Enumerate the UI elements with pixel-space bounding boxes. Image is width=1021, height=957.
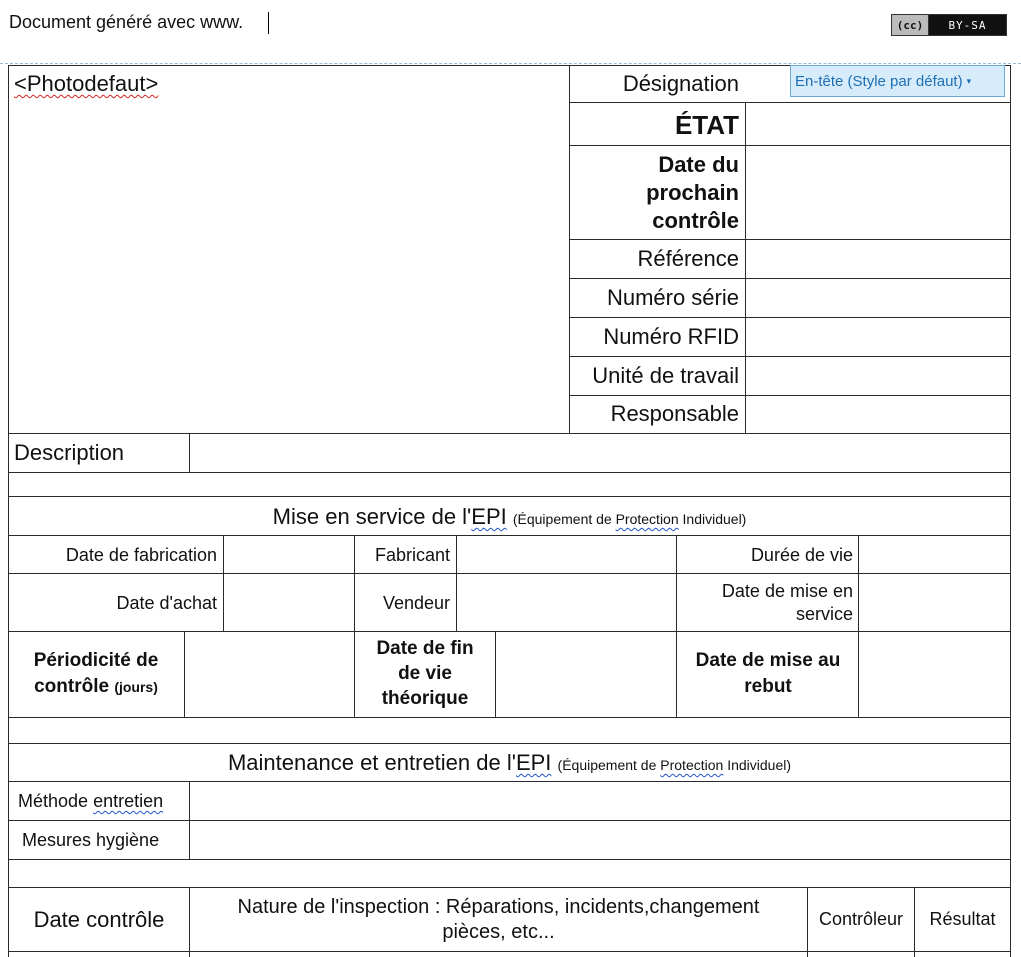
- label-date-fin-vie-1: Date de fin: [376, 638, 474, 659]
- col-header-nature-2: pièces, etc...: [442, 921, 555, 943]
- license-badge: [891, 14, 1007, 36]
- label-date-fin-vie-3: théorique: [381, 688, 469, 709]
- label-mesures-hygiene: Mesures hygiène: [22, 830, 160, 850]
- label-numero-serie: Numéro série: [606, 285, 739, 310]
- title-maintenance-prefix: Maintenance et entretien de l': [227, 750, 516, 775]
- label-duree-vie: Durée de vie: [750, 545, 853, 565]
- col-header-controleur: Contrôleur: [818, 909, 904, 929]
- col-header-resultat: Résultat: [929, 909, 996, 929]
- label-date-achat: Date d'achat: [116, 593, 217, 613]
- title-mise-en-service-epi: EPI: [471, 504, 507, 529]
- label-date-fabrication: Date de fabrication: [65, 545, 217, 565]
- label-reference: Référence: [637, 246, 739, 271]
- label-date-mise-service-2: service: [795, 604, 853, 624]
- header-boundary: [0, 63, 1021, 64]
- label-date-prochain-controle-3: contrôle: [652, 208, 739, 233]
- text-cursor: [268, 12, 269, 34]
- label-date-rebut-1: Date de mise au: [695, 650, 841, 671]
- label-date-mise-service-1: Date de mise en: [721, 581, 853, 601]
- label-date-fin-vie-2: de vie: [398, 663, 452, 684]
- label-periodicite-1: Périodicité de: [33, 650, 159, 671]
- col-header-nature-1: Nature de l'inspection : Réparations, incidents,changement: [237, 896, 760, 918]
- note-maintenance: (Équipement de Protection Individuel): [557, 757, 792, 773]
- photo-placeholder[interactable]: <Photodefaut>: [14, 71, 159, 96]
- label-date-rebut-2: rebut: [744, 676, 792, 697]
- label-description: Description: [14, 440, 125, 465]
- chevron-down-icon: ▾: [966, 75, 972, 86]
- label-date-prochain-controle-2: prochain: [646, 180, 739, 205]
- label-numero-rfid: Numéro RFID: [603, 324, 739, 349]
- label-etat: ÉTAT: [674, 110, 739, 140]
- label-periodicite-2: contrôle (jours): [34, 676, 158, 697]
- label-unite-travail: Unité de travail: [592, 363, 739, 388]
- label-fabricant: Fabricant: [374, 545, 450, 565]
- title-maintenance-epi: EPI: [515, 750, 552, 775]
- section-title-mise-en-service: [8, 503, 1011, 533]
- col-header-date-controle: Date contrôle: [33, 907, 165, 932]
- header-style-label: En-tête (Style par défaut): [795, 72, 963, 90]
- section-title-maintenance: [8, 749, 1011, 779]
- by-sa-label: BY-SA: [929, 15, 1006, 35]
- label-methode-entretien: Méthode entretien: [18, 791, 164, 811]
- title-mise-en-service-prefix: Mise en service de l': [272, 504, 472, 529]
- note-mise-en-service: (Équipement de Protection Individuel): [512, 511, 747, 527]
- label-designation: Désignation: [622, 71, 739, 96]
- header-style-dropdown[interactable]: [790, 65, 1005, 97]
- page-header-text: Document généré avec www.: [9, 12, 244, 32]
- label-responsable: Responsable: [610, 401, 739, 426]
- label-vendeur: Vendeur: [382, 593, 450, 613]
- cc-icon: (cc): [892, 15, 929, 35]
- label-date-prochain-controle-1: Date du: [658, 152, 739, 177]
